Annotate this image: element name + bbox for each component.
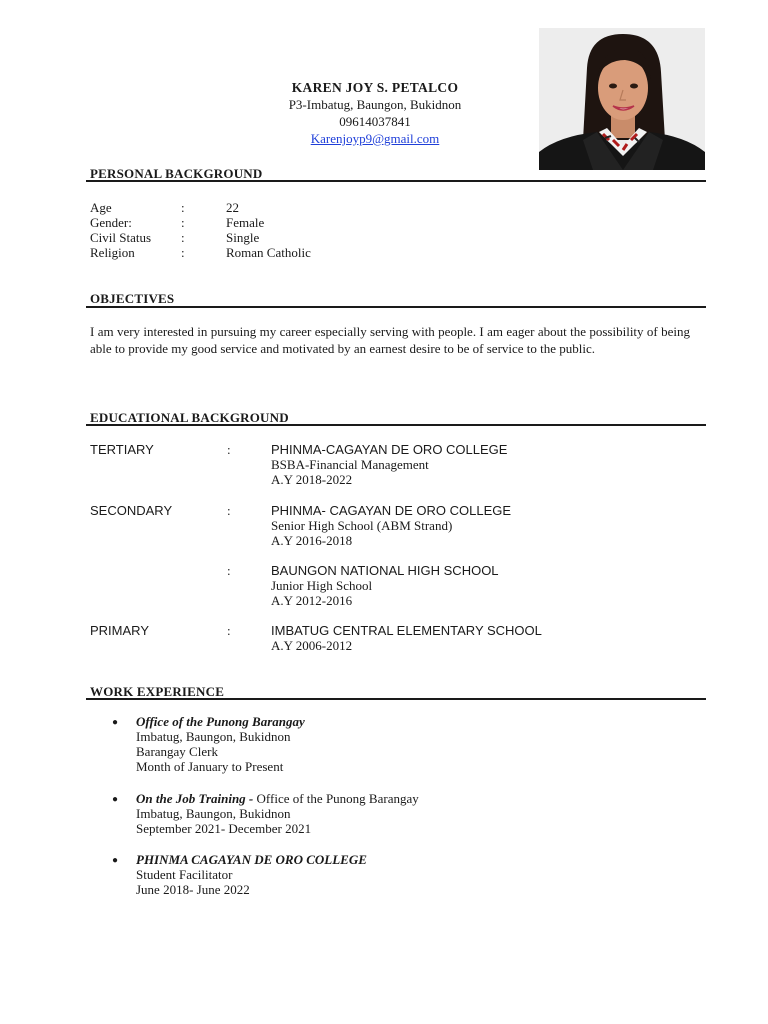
- work-title-suffix: Office of the Punong Barangay: [253, 791, 419, 806]
- detail-label: Age: [90, 200, 112, 215]
- section-divider: [86, 424, 706, 426]
- work-title: PHINMA CAGAYAN DE ORO COLLEGE: [136, 852, 367, 867]
- work-line: September 2021- December 2021: [136, 821, 312, 836]
- work-line: Imbatug, Baungon, Bukidnon: [136, 806, 291, 821]
- objective-paragraph: I am very interested in pursuing my career especially serving with people. I am eager about the possibility of being able to provide my good service and motivated by an earnest desire to be of service to the public.: [90, 324, 690, 356]
- work-line: Month of January to Present: [136, 759, 284, 774]
- academic-year: A.Y 2018-2022: [271, 472, 353, 487]
- academic-year: A.Y 2016-2018: [271, 533, 353, 548]
- school-name: PHINMA-CAGAYAN DE ORO COLLEGE: [271, 442, 508, 457]
- education-detail: BSBA-Financial Management: [271, 457, 429, 472]
- phone-text: 09614037841: [339, 114, 411, 129]
- detail-row: [90, 230, 490, 245]
- bullet-icon: ●: [112, 717, 119, 728]
- detail-colon: :: [181, 245, 185, 260]
- address-text: P3-Imbatug, Baungon, Bukidnon: [288, 97, 462, 112]
- detail-label: Gender:: [90, 215, 132, 230]
- portrait-image: [539, 28, 705, 170]
- personal-details: [90, 200, 490, 260]
- work-title: Office of the Punong Barangay: [136, 714, 305, 729]
- section-divider: [86, 306, 706, 308]
- education-level: SECONDARY: [90, 503, 173, 518]
- bullet-icon: ●: [112, 794, 119, 805]
- work-title: On the Job Training -: [136, 791, 254, 806]
- detail-label: Religion: [90, 245, 135, 260]
- education-colon: :: [227, 623, 231, 638]
- section-divider: [86, 180, 706, 182]
- work-line: Imbatug, Baungon, Bukidnon: [136, 729, 291, 744]
- education-colon: :: [227, 442, 231, 457]
- email-link[interactable]: Karenjoyp9@gmail.com: [310, 131, 440, 146]
- detail-colon: :: [181, 200, 185, 215]
- education-detail: Senior High School (ABM Strand): [271, 518, 453, 533]
- work-line: Student Facilitator: [136, 867, 233, 882]
- contact-header: [200, 78, 550, 146]
- detail-row: [90, 200, 490, 215]
- bullet-icon: ●: [112, 855, 119, 866]
- profile-photo: [539, 28, 705, 170]
- education-level: PRIMARY: [90, 623, 149, 638]
- detail-colon: :: [181, 230, 185, 245]
- work-line: June 2018- June 2022: [136, 882, 250, 897]
- academic-year: A.Y 2006-2012: [271, 638, 353, 653]
- academic-year: A.Y 2012-2016: [271, 593, 353, 608]
- detail-colon: :: [181, 215, 185, 230]
- education-level: TERTIARY: [90, 442, 154, 457]
- objectives-heading: OBJECTIVES: [90, 291, 175, 306]
- education-heading: EDUCATIONAL BACKGROUND: [90, 410, 289, 425]
- work-line: Barangay Clerk: [136, 744, 218, 759]
- school-name: PHINMA- CAGAYAN DE ORO COLLEGE: [271, 503, 512, 518]
- detail-row: [90, 245, 490, 260]
- work-experience-heading: WORK EXPERIENCE: [90, 684, 225, 699]
- detail-row: [90, 215, 490, 230]
- school-name: BAUNGON NATIONAL HIGH SCHOOL: [271, 563, 499, 578]
- education-detail: Junior High School: [271, 578, 373, 593]
- section-divider: [86, 698, 706, 700]
- detail-value: 22: [226, 200, 239, 215]
- school-name: IMBATUG CENTRAL ELEMENTARY SCHOOL: [271, 623, 542, 638]
- detail-value: Roman Catholic: [226, 245, 311, 260]
- applicant-name: KAREN JOY S. PETALCO: [291, 80, 459, 95]
- detail-label: Civil Status: [90, 230, 152, 245]
- education-colon: :: [227, 503, 231, 518]
- education-colon: :: [227, 563, 231, 578]
- detail-value: Female: [226, 215, 265, 230]
- detail-value: Single: [226, 230, 260, 245]
- personal-background-heading: PERSONAL BACKGROUND: [90, 166, 263, 181]
